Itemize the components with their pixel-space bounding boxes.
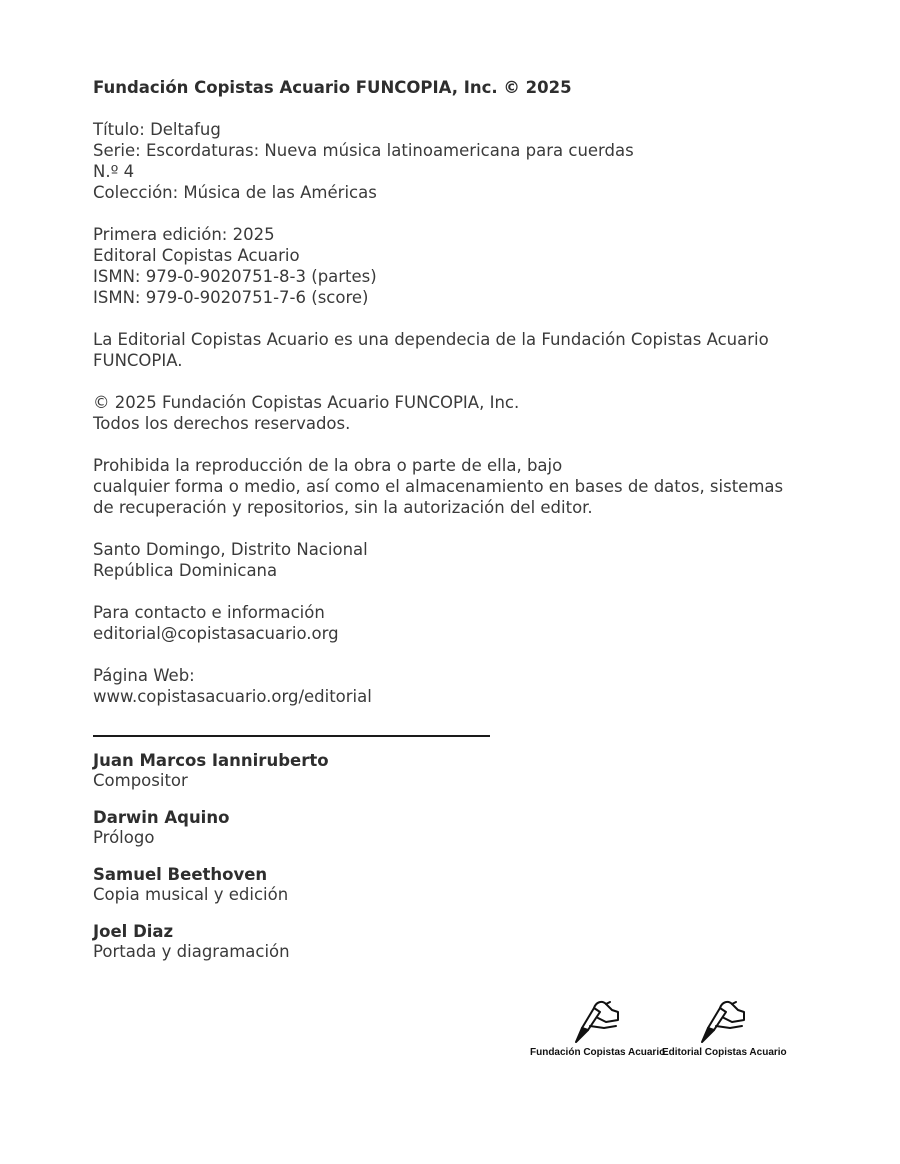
pen-hand-icon <box>568 998 622 1044</box>
prohibition-line-2: cualquier forma o medio, así como el almacenamiento en bases de datos, sistemas <box>93 477 784 496</box>
page-title: Fundación Copistas Acuario FUNCOPIA, Inc. © 2025 <box>93 78 572 97</box>
work-info <box>93 119 793 203</box>
credit-role: Compositor <box>93 771 188 790</box>
location <box>93 539 793 581</box>
divider <box>93 735 490 737</box>
credit-name: Joel Diaz <box>93 922 174 941</box>
website <box>93 665 793 707</box>
contact-email[interactable]: editorial@copistasacuario.org <box>93 624 339 643</box>
prohibition-line-3: de recuperación y repositorios, sin la autorización del editor. <box>93 498 593 517</box>
copyright-line-2: Todos los derechos reservados. <box>93 414 351 433</box>
ismn-parts: ISMN: 979-0-9020751-8-3 (partes) <box>93 267 377 286</box>
dependency-note <box>93 329 793 371</box>
edition-first: Primera edición: 2025 <box>93 225 275 244</box>
logo-caption: Editorial Copistas Acuario <box>662 1047 787 1058</box>
website-url[interactable]: www.copistasacuario.org/editorial <box>93 687 372 706</box>
website-label: Página Web: <box>93 666 195 685</box>
editorial-logo <box>662 998 787 1058</box>
work-series: Serie: Escordaturas: Nueva música latinoamericana para cuerdas <box>93 141 634 160</box>
credits-list <box>93 751 593 979</box>
credit-name: Juan Marcos Ianniruberto <box>93 751 329 770</box>
dependency-line-2: FUNCOPIA. <box>93 351 183 370</box>
credit-role: Copia musical y edición <box>93 885 289 904</box>
copyright-note <box>93 392 793 434</box>
copyright-line-1: © 2025 Fundación Copistas Acuario FUNCOPIA, Inc. <box>93 393 520 412</box>
credit-name: Darwin Aquino <box>93 808 230 827</box>
pen-hand-icon <box>694 998 748 1044</box>
credit-item <box>93 865 593 905</box>
contact <box>93 602 793 644</box>
edition-info <box>93 224 793 308</box>
location-country: República Dominicana <box>93 561 278 580</box>
credit-item <box>93 751 593 791</box>
credit-role: Portada y diagramación <box>93 942 290 961</box>
prohibition-note <box>93 455 793 518</box>
edition-publisher: Editoral Copistas Acuario <box>93 246 300 265</box>
work-number: N.º 4 <box>93 162 135 181</box>
credit-item <box>93 922 593 962</box>
work-collection: Colección: Música de las Américas <box>93 183 377 202</box>
logo-caption: Fundación Copistas Acuario <box>530 1047 666 1058</box>
location-city: Santo Domingo, Distrito Nacional <box>93 540 368 559</box>
work-title: Título: Deltafug <box>93 120 221 139</box>
contact-label: Para contacto e información <box>93 603 325 622</box>
colophon <box>93 77 793 728</box>
credit-item <box>93 808 593 848</box>
credit-name: Samuel Beethoven <box>93 865 268 884</box>
credit-role: Prólogo <box>93 828 155 847</box>
dependency-line-1: La Editorial Copistas Acuario es una dependecia de la Fundación Copistas Acuario <box>93 330 769 349</box>
foundation-logo <box>530 998 666 1058</box>
prohibition-line-1: Prohibida la reproducción de la obra o parte de ella, bajo <box>93 456 563 475</box>
ismn-score: ISMN: 979-0-9020751-7-6 (score) <box>93 288 369 307</box>
